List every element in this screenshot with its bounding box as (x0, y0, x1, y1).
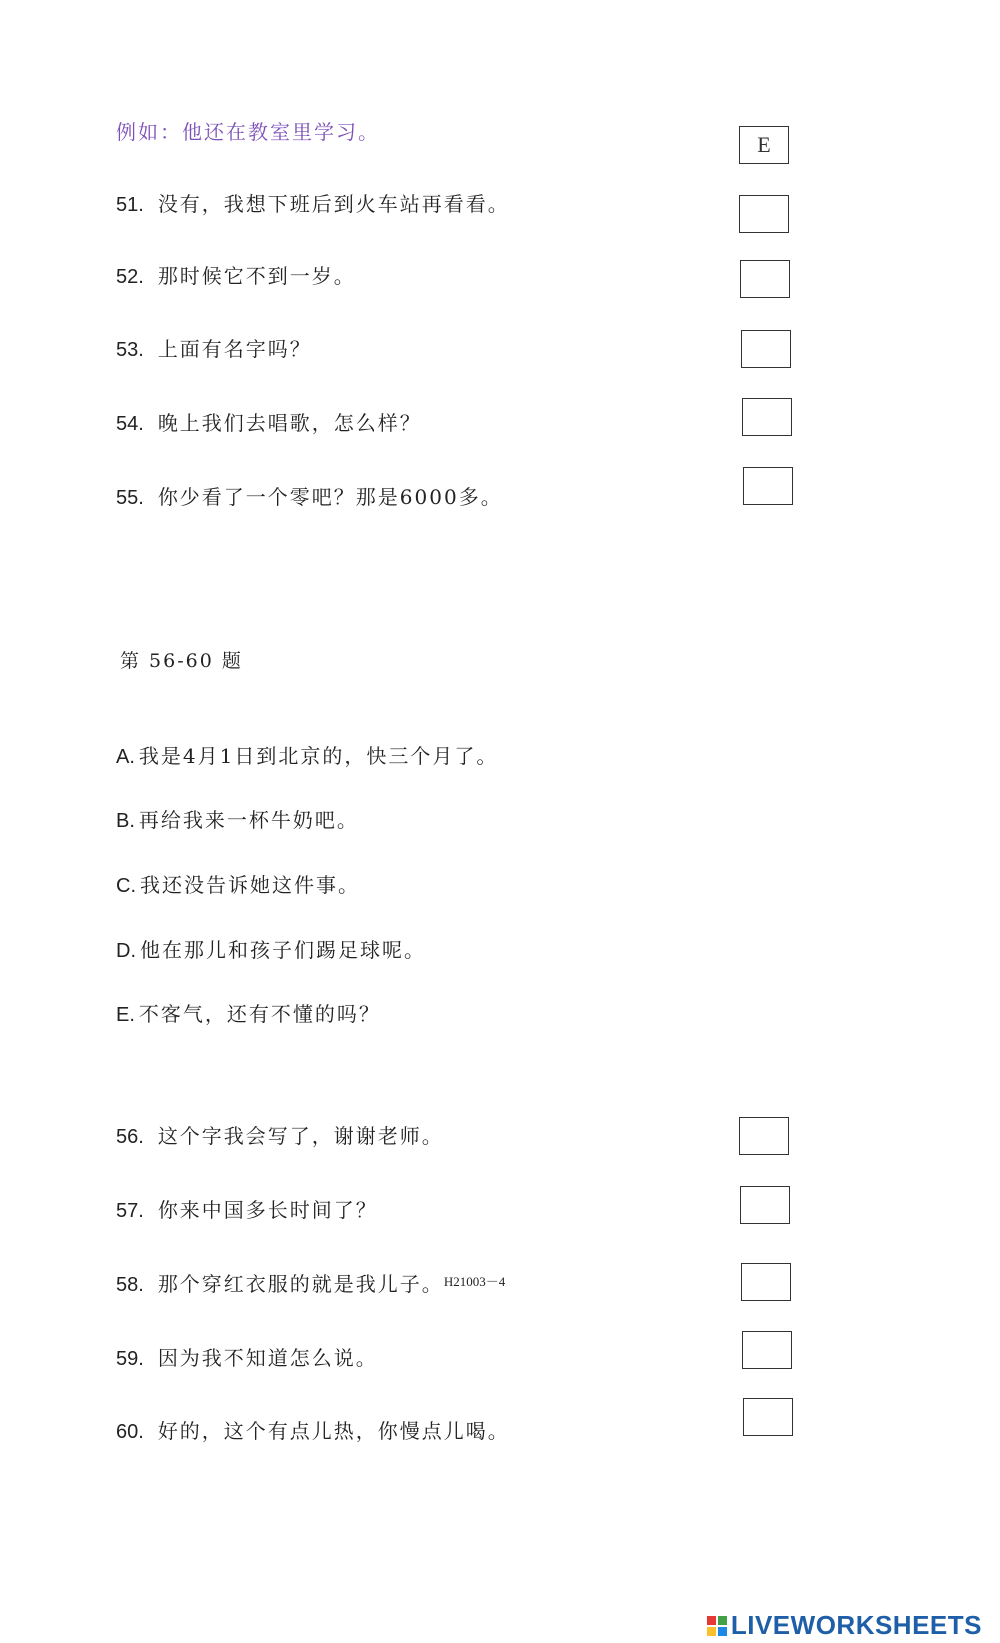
answer-box-53[interactable] (741, 330, 791, 368)
logo-square (707, 1616, 716, 1625)
option-b (116, 804, 359, 833)
option-text: 我是4月1日到北京的，快三个月了。 (138, 744, 499, 768)
option-a (116, 740, 498, 769)
question-text: 你来中国多长时间了？ (157, 1198, 378, 1222)
logo-square (718, 1627, 727, 1636)
question-51 (116, 188, 510, 217)
option-label: B. (116, 810, 135, 832)
answer-box-60[interactable] (743, 1398, 793, 1436)
option-text: 不客气，还有不懂的吗？ (138, 1002, 381, 1026)
page-code: H21003－4 (443, 1274, 506, 1289)
question-57 (116, 1194, 378, 1223)
question-60 (116, 1415, 510, 1444)
question-text: 好的，这个有点儿热，你慢点儿喝。 (157, 1419, 510, 1443)
question-52 (116, 260, 356, 289)
option-e (116, 998, 381, 1027)
liveworksheets-logo[interactable] (707, 1610, 982, 1641)
question-55 (116, 481, 503, 510)
question-53 (116, 333, 312, 362)
section-title: 第 56-60 题 (120, 650, 243, 672)
question-number: 52. (116, 266, 144, 288)
answer-box-57[interactable] (740, 1186, 790, 1224)
question-number: 51. (116, 194, 144, 216)
question-number: 60. (116, 1421, 144, 1443)
brand-name: LIVEWORKSHEETS (730, 1610, 982, 1640)
question-number: 55. (116, 487, 144, 509)
example-answer-box: E (739, 126, 789, 164)
answer-box-54[interactable] (742, 398, 792, 436)
question-number: 58. (116, 1274, 144, 1296)
question-59 (116, 1342, 378, 1371)
example-sentence: 例如：他还在教室里学习。 (116, 120, 380, 144)
question-text: 你少看了一个零吧？那是6000多。 (157, 485, 503, 509)
answer-box-52[interactable] (740, 260, 790, 298)
option-c (116, 869, 360, 898)
answer-box-51[interactable] (739, 195, 789, 233)
answer-box-58[interactable] (741, 1263, 791, 1301)
question-number: 56. (116, 1126, 144, 1148)
option-text: 他在那儿和孩子们踢足球呢。 (140, 938, 426, 962)
question-56 (116, 1120, 444, 1149)
question-54 (116, 407, 422, 436)
logo-square (707, 1627, 716, 1636)
question-text: 这个字我会写了，谢谢老师。 (157, 1124, 444, 1148)
question-58 (116, 1268, 505, 1297)
answer-box-59[interactable] (742, 1331, 792, 1369)
question-text: 晚上我们去唱歌，怎么样？ (157, 411, 422, 435)
answer-box-55[interactable] (743, 467, 793, 505)
question-number: 59. (116, 1348, 144, 1370)
question-text: 没有，我想下班后到火车站再看看。 (157, 192, 510, 216)
option-label: E. (116, 1004, 135, 1026)
question-number: 53. (116, 339, 144, 361)
question-number: 57. (116, 1200, 144, 1222)
question-text: 那个穿红衣服的就是我儿子。 (157, 1272, 444, 1296)
option-label: C. (116, 875, 136, 897)
question-text: 上面有名字吗？ (157, 337, 312, 361)
logo-grid-icon (707, 1616, 727, 1636)
answer-box-56[interactable] (739, 1117, 789, 1155)
option-d (116, 934, 426, 963)
option-label: A. (116, 746, 135, 768)
logo-square (718, 1616, 727, 1625)
question-text: 因为我不知道怎么说。 (157, 1346, 378, 1370)
option-label: D. (116, 940, 136, 962)
option-text: 我还没告诉她这件事。 (140, 873, 360, 897)
option-text: 再给我来一杯牛奶吧。 (138, 808, 359, 832)
question-number: 54. (116, 413, 144, 435)
question-text: 那时候它不到一岁。 (157, 264, 356, 288)
